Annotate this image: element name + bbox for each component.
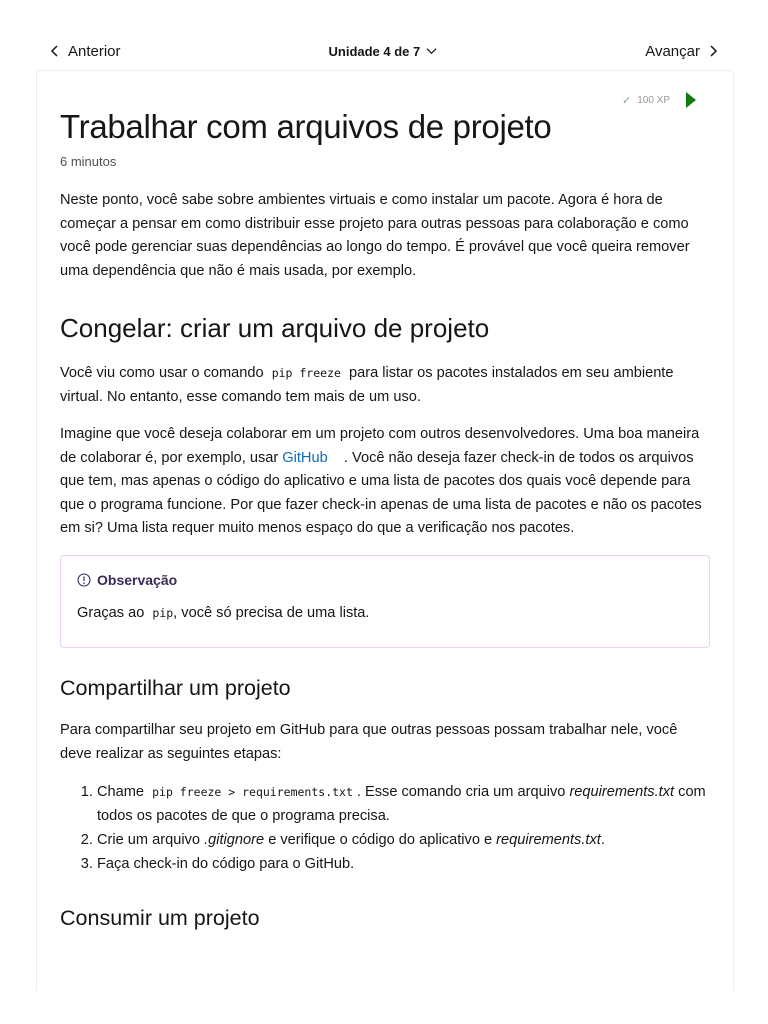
xp-label: 100 XP xyxy=(637,94,671,106)
page-title: Trabalhar com arquivos de projeto xyxy=(60,108,552,145)
chevron-right-icon xyxy=(708,45,718,57)
unit-label: Unidade 4 de 7 xyxy=(328,43,421,59)
unit-selector[interactable] xyxy=(329,44,438,59)
next-label: Avançar xyxy=(645,42,700,60)
steps-list xyxy=(60,780,710,876)
duration-label: 6 minutos xyxy=(60,154,117,169)
share-intro: Para compartilhar seu projeto em GitHub para que outras pessoas possam trabalhar nele, você deve realizar as seguintes etapas: xyxy=(60,722,678,762)
intro-paragraph: Neste ponto, você sabe sobre ambientes virtuais e como instalar um pacote. Agora é hora de começar a pensar em como distribuir esse projeto para outras pessoas para colaboração e como você pode gerenciar suas dependências ao longo do tempo. É provável que você queira remover uma dependência que não é mais usada, por exemplo. xyxy=(60,192,690,279)
github-link[interactable]: GitHub xyxy=(282,449,328,466)
section-heading-share: Compartilhar um projeto xyxy=(60,676,291,700)
unit-navigation-bar xyxy=(36,32,732,71)
note-text: Graças ao pip, você só precisa de uma lista. xyxy=(77,604,370,621)
article-content xyxy=(60,100,710,949)
info-icon xyxy=(77,573,91,587)
list-item: 2. Crie um arquivo .gitignore e verifique o código do aplicativo e requirements.txt. xyxy=(97,828,710,852)
chevron-down-icon xyxy=(426,47,437,55)
next-button[interactable] xyxy=(645,43,718,60)
section-heading-consume: Consumir um projeto xyxy=(60,906,260,930)
inline-code: pip freeze xyxy=(271,366,341,380)
freeze-paragraph-1: Você viu como usar o comando pip freeze para listar os pacotes instalados em seu ambiente virtual. No entanto, esse comando tem mais de um uso. xyxy=(60,365,674,405)
note-callout xyxy=(60,555,710,649)
note-title: Observação xyxy=(77,572,693,588)
freeze-paragraph-2: Imagine que você deseja colaborar em um projeto com outros desenvolvedores. Uma boa maneira de colaborar é, por exemplo, usar GitHub . Você não deseja fazer check-in de todos os arquivos que tem, mas apenas o código do aplicativo e uma lista de pacotes dos quais você depende para que o programa funcione. Por que fazer check-in apenas de uma lista de pacotes e não os pacotes em si? Uma lista requer muito menos espaço do que a verificação nos pacotes. xyxy=(60,426,702,536)
previous-label: Anterior xyxy=(68,42,121,60)
chevron-left-icon xyxy=(50,45,60,57)
previous-button[interactable] xyxy=(50,43,121,60)
list-item: 3. Faça check-in do código para o GitHub. xyxy=(97,852,710,876)
section-heading-freeze: Congelar: criar um arquivo de projeto xyxy=(60,313,490,343)
inline-code: pip xyxy=(152,605,174,620)
list-item: 1. Chame pip freeze > requirements.txt . Esse comando cria um arquivo requirements.txt com todos os pacotes de que o programa precisa. xyxy=(97,780,710,828)
checkmark-icon: ✓ xyxy=(622,94,632,107)
